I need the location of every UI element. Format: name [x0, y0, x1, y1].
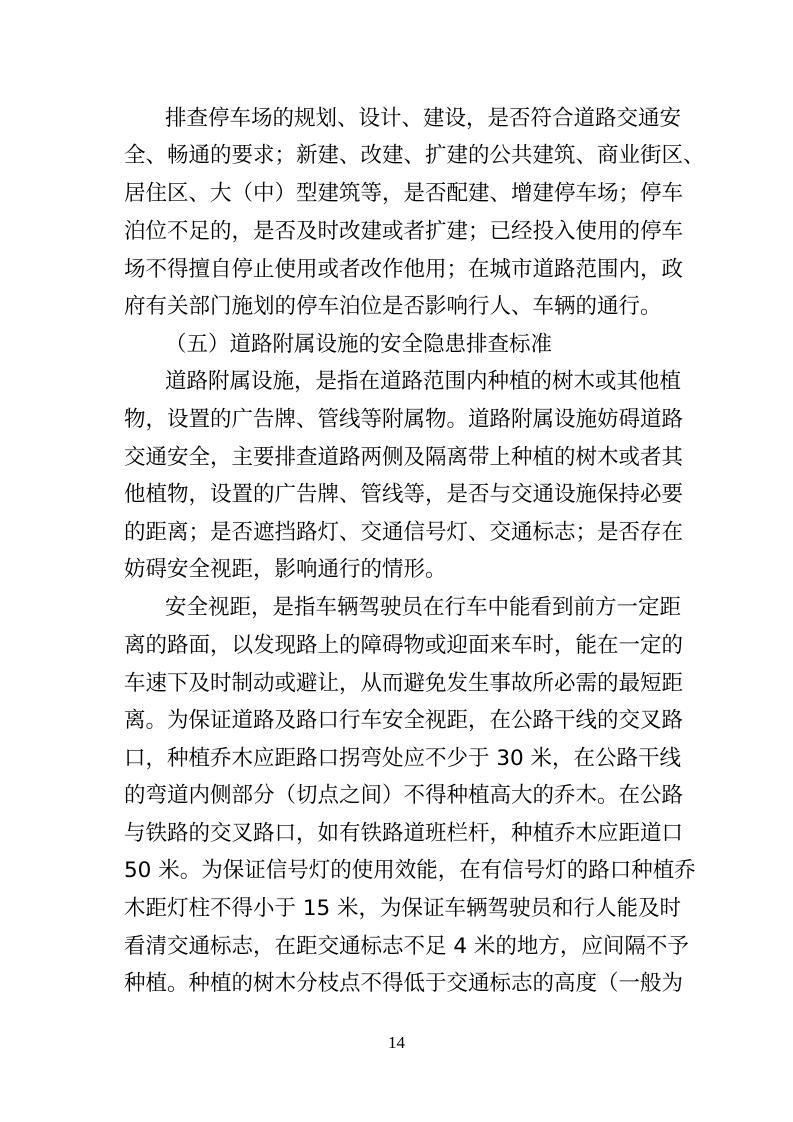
- text-line: 木距灯柱不得小于 15 米，为保证车辆驾驶员和行人能及时: [124, 896, 682, 921]
- text-line: 离的路面，以发现路上的障碍物或迎面来车时，能在一定的: [124, 633, 684, 658]
- text-line: 口，种植乔木应距路口拐弯处应不少于 30 米，在公路干线: [124, 746, 682, 771]
- text-line: 场不得擅自停止使用或者改作他用；在城市道路范围内，政: [124, 257, 684, 282]
- text-line: 车速下及时制动或避让，从而避免发生事故所必需的最短距: [124, 671, 684, 696]
- text-line: 居住区、大（中）型建筑等，是否配建、增建停车场；停车: [124, 181, 684, 206]
- text-line: 排查停车场的规划、设计、建设，是否符合道路交通安: [165, 106, 682, 131]
- text-line: 50 米。为保证信号灯的使用效能，在有信号灯的路口种植乔: [124, 858, 696, 883]
- text-line: 安全视距，是指车辆驾驶员在行车中能看到前方一定距: [165, 595, 682, 620]
- text-line: 与铁路的交叉路口，如有铁路道班栏杆，种植乔木应距道口: [124, 821, 684, 846]
- text-line: 物，设置的广告牌、管线等附属物。道路附属设施妨碍道路: [124, 407, 684, 432]
- text-line: 离。为保证道路及路口行车安全视距，在公路干线的交叉路: [124, 708, 684, 733]
- text-line: 的距离；是否遮挡路灯、交通信号灯、交通标志；是否存在: [124, 520, 684, 545]
- text-line: 的弯道内侧部分（切点之间）不得种植高大的乔木。在公路: [124, 783, 684, 808]
- page-number: 14: [388, 1033, 405, 1052]
- text-line: 交通安全，主要排查道路两侧及隔离带上种植的树木或者其: [124, 445, 684, 470]
- text-line: 府有关部门施划的停车泊位是否影响行人、车辆的通行。: [124, 294, 662, 319]
- text-line: 妨碍安全视距，影响通行的情形。: [124, 557, 447, 582]
- text-line: 看清交通标志，在距交通标志不足 4 米的地方，应间隔不予: [124, 934, 689, 959]
- text-line: 道路附属设施，是指在道路范围内种植的树木或其他植: [165, 369, 682, 394]
- text-line: 种植。种植的树木分枝点不得低于交通标志的高度（一般为: [124, 971, 684, 996]
- text-line: 全、畅通的要求；新建、改建、扩建的公共建筑、商业街区、: [124, 143, 705, 168]
- section-heading: （五）道路附属设施的安全隐患排查标准: [165, 332, 553, 357]
- text-line: 泊位不足的，是否及时改建或者扩建；已经投入使用的停车: [124, 219, 684, 244]
- text-line: 他植物，设置的广告牌、管线等，是否与交通设施保持必要: [124, 482, 684, 507]
